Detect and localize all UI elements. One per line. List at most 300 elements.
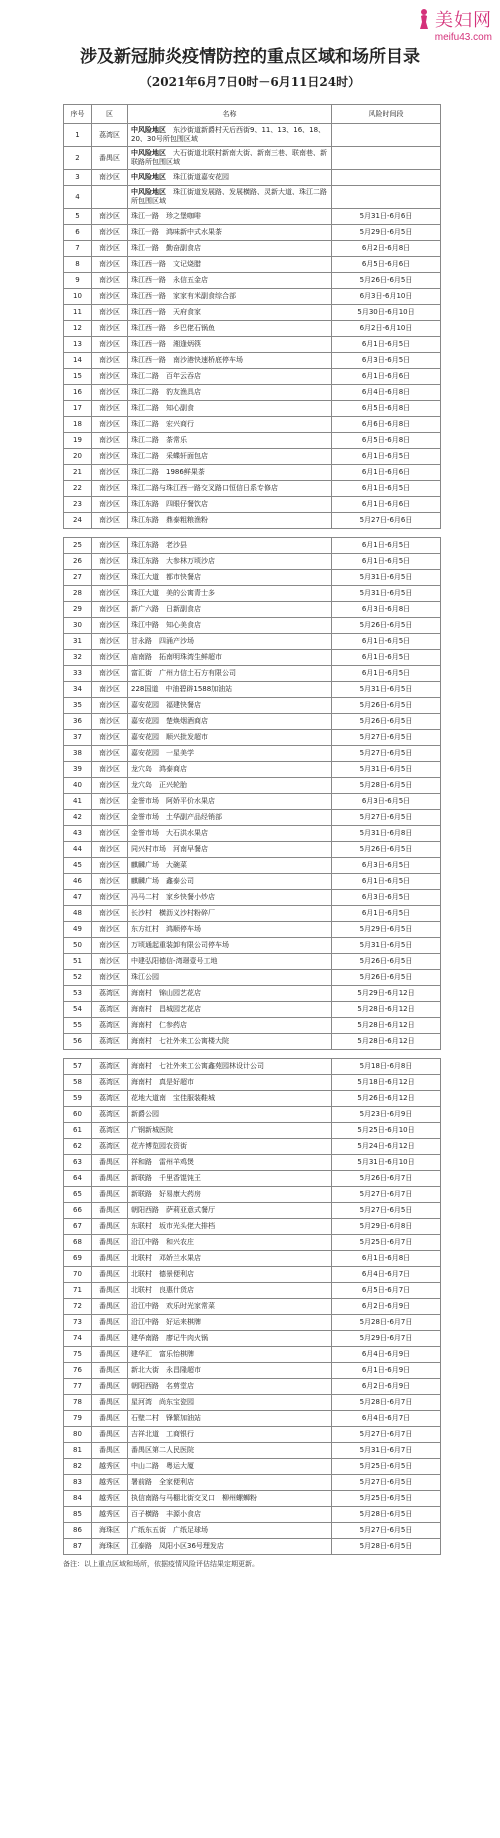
row-district: 南沙区 [92, 714, 128, 730]
place-name: 珠江东路 鼎泰粗粮渔粉 [131, 516, 208, 524]
row-risk-period: 5月25日-6月5日 [332, 1459, 441, 1475]
row-number: 35 [64, 698, 92, 714]
table-row [64, 1018, 441, 1034]
row-district: 番禺区 [92, 1219, 128, 1235]
place-name: 同兴村市场 河南早餐店 [131, 845, 208, 853]
table-row [64, 1443, 441, 1459]
row-name [128, 794, 332, 810]
place-name: 珠江西一路 湘逢炳筷 [131, 340, 201, 348]
row-number: 13 [64, 337, 92, 353]
row-number: 19 [64, 433, 92, 449]
place-name: 嘉安花园 顺兴批发超市 [131, 733, 208, 741]
table-row [64, 682, 441, 698]
row-risk-period: 6月3日-6月5日 [332, 890, 441, 906]
row-district: 南沙区 [92, 225, 128, 241]
row-district: 番禺区 [92, 1235, 128, 1251]
place-name: 长沙村 横沥义沙村粉碎厂 [131, 909, 215, 917]
table-row [64, 1379, 441, 1395]
row-risk-period: 6月6日-6月8日 [332, 417, 441, 433]
place-name: 珠江街道嘉安花园 [173, 173, 229, 181]
row-risk-period: 6月3日-6月5日 [332, 353, 441, 369]
row-number: 76 [64, 1363, 92, 1379]
table-gap [64, 1050, 441, 1059]
row-risk-period [332, 170, 441, 186]
place-name: 新联路 千里香馄饨王 [131, 1174, 201, 1182]
table-row [64, 794, 441, 810]
row-name [128, 602, 332, 618]
row-number: 34 [64, 682, 92, 698]
row-name [128, 1363, 332, 1379]
row-name [128, 730, 332, 746]
table-row [64, 369, 441, 385]
table-row [64, 513, 441, 529]
place-name: 金誉市场 土华副产品经销部 [131, 813, 222, 821]
row-district: 南沙区 [92, 586, 128, 602]
site-logo[interactable] [435, 6, 492, 43]
table-row [64, 1059, 441, 1075]
row-district: 南沙区 [92, 273, 128, 289]
row-number: 17 [64, 401, 92, 417]
table-row [64, 554, 441, 570]
row-risk-period: 5月26日-6月5日 [332, 698, 441, 714]
row-risk-period: 5月31日-6月10日 [332, 1155, 441, 1171]
row-number: 75 [64, 1347, 92, 1363]
row-risk-period: 5月26日-6月7日 [332, 1171, 441, 1187]
row-district: 番禺区 [92, 1331, 128, 1347]
row-number: 50 [64, 938, 92, 954]
row-risk-period: 5月28日-6月7日 [332, 1395, 441, 1411]
row-district: 海珠区 [92, 1523, 128, 1539]
row-district: 南沙区 [92, 954, 128, 970]
row-risk-period: 5月26日-6月5日 [332, 954, 441, 970]
row-number: 52 [64, 970, 92, 986]
row-number: 11 [64, 305, 92, 321]
table-row [64, 826, 441, 842]
row-risk-period: 5月27日-6月5日 [332, 746, 441, 762]
row-number: 47 [64, 890, 92, 906]
row-number: 71 [64, 1283, 92, 1299]
row-risk-period: 6月1日-6月5日 [332, 650, 441, 666]
row-risk-period: 5月27日-6月7日 [332, 1427, 441, 1443]
table-row [64, 1002, 441, 1018]
row-name [128, 1539, 332, 1555]
row-name [128, 241, 332, 257]
row-name [128, 147, 332, 170]
page-title: 涉及新冠肺炎疫情防控的重点区域和场所目录 [80, 47, 420, 67]
place-name: 中建弘阳德信-湾璟壹号工地 [131, 957, 218, 965]
table-row [64, 449, 441, 465]
row-risk-period: 6月4日-6月7日 [332, 1267, 441, 1283]
row-district: 番禺区 [92, 1251, 128, 1267]
risk-level: 中风险地区 [131, 188, 166, 196]
page-subtitle: （2021年6月7日0时－6月11日24时） [139, 75, 361, 89]
row-district: 番禺区 [92, 1267, 128, 1283]
row-district: 南沙区 [92, 481, 128, 497]
row-risk-period: 5月29日-6月5日 [332, 922, 441, 938]
row-risk-period: 6月2日-6月9日 [332, 1379, 441, 1395]
row-risk-period: 5月28日-6月12日 [332, 1002, 441, 1018]
place-name: 新北大街 永昌隆超市 [131, 1366, 201, 1374]
place-name: 珠江大道 都市快餐店 [131, 573, 201, 581]
row-risk-period: 5月18日-6月12日 [332, 1075, 441, 1091]
row-number: 85 [64, 1507, 92, 1523]
row-name [128, 465, 332, 481]
place-name: 沿江中路 和兴农庄 [131, 1238, 194, 1246]
table-row [64, 257, 441, 273]
row-district: 荔湾区 [92, 124, 128, 147]
row-risk-period: 5月26日-6月5日 [332, 714, 441, 730]
table-row [64, 465, 441, 481]
place-name: 海南村 七社外来工公寓楼大院 [131, 1037, 229, 1045]
place-name: 祥和路 雷州羊鸡煲 [131, 1158, 194, 1166]
row-district: 南沙区 [92, 618, 128, 634]
row-district [92, 186, 128, 209]
place-name: 珠江一路 鸿味新中式水果茶 [131, 228, 222, 236]
row-number: 31 [64, 634, 92, 650]
row-name [128, 289, 332, 305]
row-risk-period: 5月28日-6月7日 [332, 1315, 441, 1331]
row-risk-period: 6月1日-6月6日 [332, 369, 441, 385]
row-name [128, 1491, 332, 1507]
row-name [128, 858, 332, 874]
place-name: 珠江二路 宏兴商行 [131, 420, 194, 428]
row-risk-period: 5月26日-6月5日 [332, 842, 441, 858]
row-district: 番禺区 [92, 1411, 128, 1427]
row-name [128, 385, 332, 401]
row-name [128, 986, 332, 1002]
row-district: 南沙区 [92, 401, 128, 417]
row-number: 74 [64, 1331, 92, 1347]
row-risk-period: 6月1日-6月5日 [332, 337, 441, 353]
row-risk-period: 5月28日-6月12日 [332, 1018, 441, 1034]
table-row [64, 209, 441, 225]
row-district: 南沙区 [92, 842, 128, 858]
row-name [128, 186, 332, 209]
row-number: 56 [64, 1034, 92, 1050]
row-name [128, 538, 332, 554]
row-number: 73 [64, 1315, 92, 1331]
row-district: 荔湾区 [92, 1139, 128, 1155]
row-district: 番禺区 [92, 147, 128, 170]
place-name: 海南村 真是好超市 [131, 1078, 194, 1086]
row-number: 51 [64, 954, 92, 970]
place-name: 广纸东五街 广纸足球场 [131, 1526, 208, 1534]
row-name [128, 273, 332, 289]
row-risk-period: 6月1日-6月5日 [332, 634, 441, 650]
row-number: 43 [64, 826, 92, 842]
row-risk-period: 5月28日-6月12日 [332, 1034, 441, 1050]
row-district: 荔湾区 [92, 1002, 128, 1018]
row-number: 32 [64, 650, 92, 666]
table-row [64, 1331, 441, 1347]
row-risk-period: 5月31日-6月5日 [332, 938, 441, 954]
place-name: 执信南路与马棚北街交叉口 柳州螺蛳粉 [131, 1494, 257, 1502]
row-name [128, 810, 332, 826]
table-row [64, 385, 441, 401]
place-name: 金誉市场 大石洪水果店 [131, 829, 208, 837]
row-name [128, 1091, 332, 1107]
place-name: 新联路 好易康大药房 [131, 1190, 201, 1198]
row-name [128, 321, 332, 337]
row-name [128, 1171, 332, 1187]
row-district: 南沙区 [92, 289, 128, 305]
place-name: 大石街道北联村新南大街、新南三巷、联南巷、新联路所包围区域 [131, 149, 327, 166]
row-name [128, 1139, 332, 1155]
row-number: 83 [64, 1475, 92, 1491]
row-risk-period: 5月29日-6月5日 [332, 225, 441, 241]
table-row [64, 986, 441, 1002]
table-row [64, 321, 441, 337]
row-name [128, 257, 332, 273]
row-district: 番禺区 [92, 1315, 128, 1331]
header-risk: 风险时间段 [332, 105, 441, 124]
header-no: 序号 [64, 105, 92, 124]
place-name: 署前路 全家便利店 [131, 1478, 194, 1486]
row-district: 南沙区 [92, 794, 128, 810]
risk-level: 中风险地区 [131, 149, 166, 157]
table-row [64, 273, 441, 289]
table-row [64, 1315, 441, 1331]
place-name: 珠江西一路 家家有米副食综合部 [131, 292, 236, 300]
table-row [64, 858, 441, 874]
place-name: 百子横路 丰源小食店 [131, 1510, 201, 1518]
place-name: 富汇街 广州力信土石方有限公司 [131, 669, 236, 677]
row-number: 60 [64, 1107, 92, 1123]
row-district: 越秀区 [92, 1491, 128, 1507]
row-risk-period: 6月5日-6月8日 [332, 433, 441, 449]
row-risk-period: 5月26日-6月5日 [332, 618, 441, 634]
header-name: 名称 [128, 105, 332, 124]
row-name [128, 938, 332, 954]
row-number: 61 [64, 1123, 92, 1139]
place-name: 朝阳西路 名剪堂店 [131, 1382, 194, 1390]
row-district: 南沙区 [92, 810, 128, 826]
row-number: 69 [64, 1251, 92, 1267]
row-name [128, 1235, 332, 1251]
row-number: 12 [64, 321, 92, 337]
row-name [128, 890, 332, 906]
place-name: 嘉安花园 楚焕烟酒商店 [131, 717, 208, 725]
row-number: 36 [64, 714, 92, 730]
row-risk-period: 5月26日-6月5日 [332, 273, 441, 289]
place-name: 东方红村 鸿顺停车场 [131, 925, 201, 933]
place-name: 北联村 邓娇兰水果店 [131, 1254, 201, 1262]
row-name [128, 1507, 332, 1523]
table-row [64, 618, 441, 634]
row-district: 荔湾区 [92, 1018, 128, 1034]
row-name [128, 433, 332, 449]
table-row [64, 1539, 441, 1555]
place-name: 海南村 昌城园艺花店 [131, 1005, 201, 1013]
table-row [64, 1034, 441, 1050]
row-district: 番禺区 [92, 1187, 128, 1203]
row-district: 南沙区 [92, 890, 128, 906]
place-name: 海南村 七社外来工公寓鑫苑园林设计公司 [131, 1062, 264, 1070]
row-name [128, 337, 332, 353]
row-risk-period: 5月26日-6月5日 [332, 970, 441, 986]
row-number: 63 [64, 1155, 92, 1171]
table-row [64, 586, 441, 602]
table-row [64, 497, 441, 513]
row-name [128, 650, 332, 666]
row-name [128, 170, 332, 186]
row-number: 48 [64, 906, 92, 922]
row-name [128, 1155, 332, 1171]
table-row [64, 570, 441, 586]
row-name [128, 586, 332, 602]
place-name: 珠江二路 1986鲜果茶 [131, 468, 205, 476]
row-name [128, 618, 332, 634]
row-name [128, 1283, 332, 1299]
place-name: 建华南路 廖记牛肉火锅 [131, 1334, 208, 1342]
row-number: 25 [64, 538, 92, 554]
row-risk-period: 5月31日-6月8日 [332, 826, 441, 842]
row-district: 南沙区 [92, 730, 128, 746]
table-row [64, 1123, 441, 1139]
place-name: 珠江二路 知心副食 [131, 404, 194, 412]
row-district: 南沙区 [92, 682, 128, 698]
row-name [128, 874, 332, 890]
place-name: 珠江西一路 天府食家 [131, 308, 201, 316]
row-name [128, 826, 332, 842]
table-row [64, 810, 441, 826]
table-row [64, 746, 441, 762]
row-name [128, 1075, 332, 1091]
row-number: 5 [64, 209, 92, 225]
row-number: 72 [64, 1299, 92, 1315]
row-risk-period: 5月29日-6月8日 [332, 1219, 441, 1235]
place-name: 珠江公园 [131, 973, 159, 981]
row-number: 39 [64, 762, 92, 778]
place-name: 朝阳西路 萨莉亚意式餐厅 [131, 1206, 215, 1214]
table-row [64, 1491, 441, 1507]
place-name: 珠江二路 百年云吞店 [131, 372, 201, 380]
row-district: 南沙区 [92, 497, 128, 513]
gap-cell [332, 529, 441, 538]
gap-cell [64, 1050, 92, 1059]
row-number: 62 [64, 1139, 92, 1155]
row-district: 荔湾区 [92, 1075, 128, 1091]
table-row [64, 1171, 441, 1187]
row-number: 20 [64, 449, 92, 465]
gap-cell [128, 529, 332, 538]
table-row [64, 1299, 441, 1315]
row-risk-period: 6月5日-6月6日 [332, 257, 441, 273]
row-risk-period: 5月18日-6月8日 [332, 1059, 441, 1075]
row-name [128, 497, 332, 513]
row-number: 58 [64, 1075, 92, 1091]
table-gap [64, 529, 441, 538]
row-name [128, 922, 332, 938]
table-row [64, 1523, 441, 1539]
row-district: 南沙区 [92, 209, 128, 225]
gap-cell [332, 1050, 441, 1059]
row-risk-period: 5月24日-6月12日 [332, 1139, 441, 1155]
row-number: 21 [64, 465, 92, 481]
row-district: 番禺区 [92, 1283, 128, 1299]
table-row [64, 874, 441, 890]
place-name: 珠江西一路 乡巴佬石锅鱼 [131, 324, 215, 332]
row-number: 10 [64, 289, 92, 305]
row-number: 3 [64, 170, 92, 186]
row-risk-period: 5月27日-6月7日 [332, 1187, 441, 1203]
row-number: 1 [64, 124, 92, 147]
row-number: 33 [64, 666, 92, 682]
woman-silhouette-icon [417, 8, 431, 30]
place-name: 珠江大道 美的公寓青士多 [131, 589, 215, 597]
table-row [64, 225, 441, 241]
row-name [128, 369, 332, 385]
row-district: 荔湾区 [92, 1091, 128, 1107]
row-number: 41 [64, 794, 92, 810]
row-risk-period: 6月5日-6月7日 [332, 1283, 441, 1299]
table-row [64, 938, 441, 954]
row-number: 26 [64, 554, 92, 570]
row-risk-period: 6月1日-6月9日 [332, 1363, 441, 1379]
row-number: 70 [64, 1267, 92, 1283]
gap-cell [64, 529, 92, 538]
row-name [128, 778, 332, 794]
place-name: 沿江中路 好运来棋牌 [131, 1318, 201, 1326]
row-name [128, 714, 332, 730]
row-district: 番禺区 [92, 1363, 128, 1379]
row-risk-period: 6月4日-6月8日 [332, 385, 441, 401]
row-risk-period: 6月1日-6月5日 [332, 554, 441, 570]
table-row [64, 1507, 441, 1523]
table-row [64, 1347, 441, 1363]
gap-cell [128, 1050, 332, 1059]
row-district: 番禺区 [92, 1203, 128, 1219]
row-name [128, 481, 332, 497]
row-district: 南沙区 [92, 369, 128, 385]
row-name [128, 954, 332, 970]
row-name [128, 401, 332, 417]
table-row [64, 417, 441, 433]
row-number: 18 [64, 417, 92, 433]
row-risk-period: 5月25日-6月10日 [332, 1123, 441, 1139]
row-name [128, 1059, 332, 1075]
row-name [128, 1107, 332, 1123]
row-number: 37 [64, 730, 92, 746]
place-name: 珠江二路 茶常乐 [131, 436, 187, 444]
place-name: 新爵公园 [131, 1110, 159, 1118]
row-risk-period: 6月2日-6月8日 [332, 241, 441, 257]
table-row [64, 1187, 441, 1203]
table-row [64, 922, 441, 938]
row-district: 南沙区 [92, 353, 128, 369]
row-risk-period: 6月3日-6月10日 [332, 289, 441, 305]
row-name [128, 1315, 332, 1331]
row-name [128, 1347, 332, 1363]
row-name [128, 417, 332, 433]
row-risk-period: 5月28日-6月5日 [332, 778, 441, 794]
table-row [64, 1091, 441, 1107]
table-row [64, 1155, 441, 1171]
row-number: 66 [64, 1203, 92, 1219]
place-name: 珠江东路 老沙县 [131, 541, 187, 549]
table-row [64, 1395, 441, 1411]
place-name: 珠江一路 勤奋副食店 [131, 244, 201, 252]
row-district: 荔湾区 [92, 1059, 128, 1075]
row-risk-period: 6月1日-6月8日 [332, 1251, 441, 1267]
row-risk-period: 5月28日-6月5日 [332, 1539, 441, 1555]
row-number: 27 [64, 570, 92, 586]
row-name [128, 1379, 332, 1395]
table-row [64, 1075, 441, 1091]
row-name [128, 1475, 332, 1491]
row-name [128, 634, 332, 650]
row-number: 45 [64, 858, 92, 874]
